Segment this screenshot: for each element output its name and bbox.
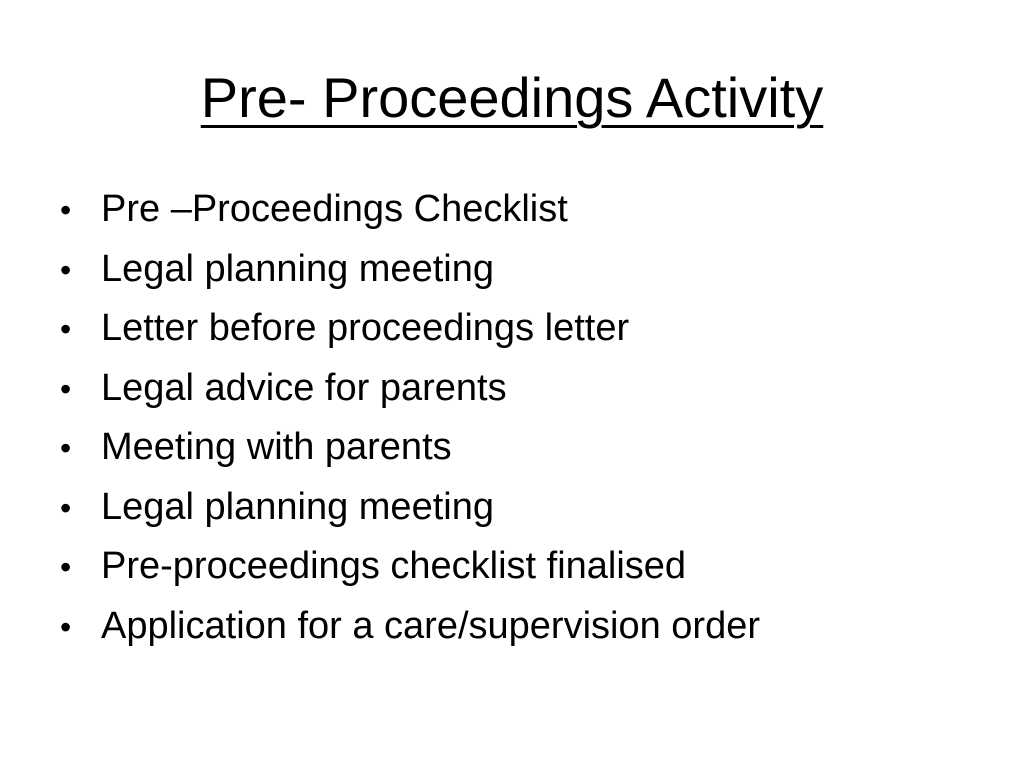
list-item-text: Legal planning meeting [101, 485, 494, 528]
bullet-icon: • [60, 370, 72, 407]
list-item [60, 359, 980, 419]
list-item [60, 478, 980, 538]
list-item [60, 240, 980, 300]
bullet-icon: • [60, 430, 72, 466]
list-item [60, 537, 980, 597]
list-item-text: Pre –Proceedings Checklist [101, 188, 568, 230]
list-item [60, 597, 980, 657]
list-item [60, 299, 980, 359]
bullet-list [60, 180, 980, 656]
bullet-icon: • [60, 192, 72, 228]
bullet-icon: • [60, 489, 72, 526]
list-item-text: Legal advice for parents [101, 366, 507, 409]
slide-title: Pre- Proceedings Activity [200, 66, 824, 129]
bullet-icon: • [60, 608, 72, 645]
bullet-icon: • [60, 311, 72, 347]
list-item-text: Pre-proceedings checklist finalised [101, 545, 687, 587]
list-item-text: Letter before proceedings letter [101, 307, 630, 349]
bullet-icon: • [60, 251, 72, 288]
list-item-text: Legal planning meeting [101, 247, 494, 290]
list-item [60, 180, 980, 240]
list-item-text: Meeting with parents [101, 426, 452, 468]
list-item [60, 418, 980, 478]
list-item-text: Application for a care/supervision order [101, 604, 761, 647]
bullet-icon: • [60, 549, 72, 585]
